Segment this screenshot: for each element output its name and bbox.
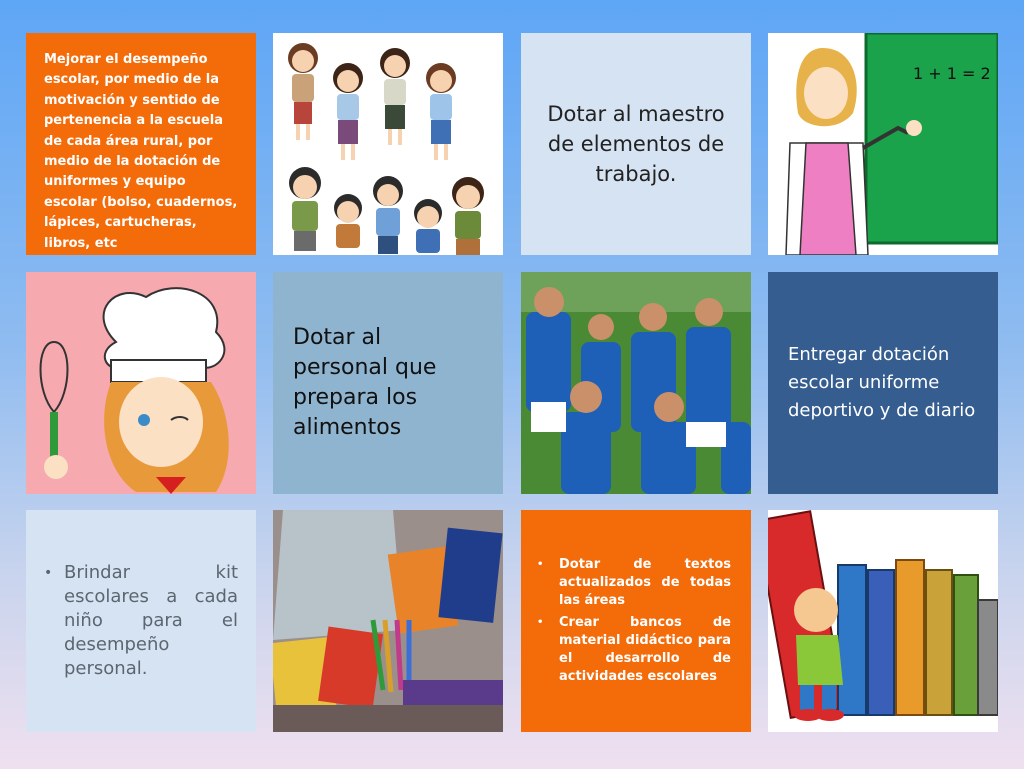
bullet-dot-icon: •	[537, 617, 544, 628]
bullet-text: Crear bancos de material didáctico para el desarrollo de actividades escolares	[559, 615, 731, 684]
text-tile-dotar-personal: Dotar al personal que prepara los alimentos	[273, 272, 503, 494]
children-uniforms-illustration	[273, 33, 503, 255]
text-tile-brindar-kit	[26, 510, 256, 732]
bullet-dot-icon: •	[537, 559, 544, 570]
bullet-item	[537, 556, 731, 610]
school-supplies-photo	[273, 510, 503, 732]
children-sports-photo	[521, 272, 751, 494]
bullet-text: Brindar kit escolares a cada niño para el desempeño personal.	[64, 562, 238, 679]
text-tile-entregar: Entregar dotación escolar uniforme deportivo y de diario	[768, 272, 998, 494]
chef-girl-illustration	[26, 272, 256, 494]
teacher-blackboard-illustration	[768, 33, 998, 255]
bullet-dot-icon: •	[44, 565, 53, 581]
blackboard-equation: 1 + 1 = 2	[913, 64, 991, 83]
bullet-item	[537, 614, 731, 686]
text-tile-mejorar: Mejorar el desempeño escolar, por medio de la motivación y sentido de pertenencia a la escuela de cada área rural, por medio de la dotación de uniformes y equipo escolar (bolso, cuadernos, lápices, cartucheras, libros, etc	[26, 33, 256, 255]
bullet-text: Dotar de textos actualizados de todas las áreas	[559, 557, 731, 608]
books-boy-illustration	[768, 510, 998, 732]
text-tile-textos	[521, 510, 751, 732]
text-tile-dotar-maestro: Dotar al maestro de elementos de trabajo.	[521, 33, 751, 255]
bullet-item	[44, 561, 238, 681]
